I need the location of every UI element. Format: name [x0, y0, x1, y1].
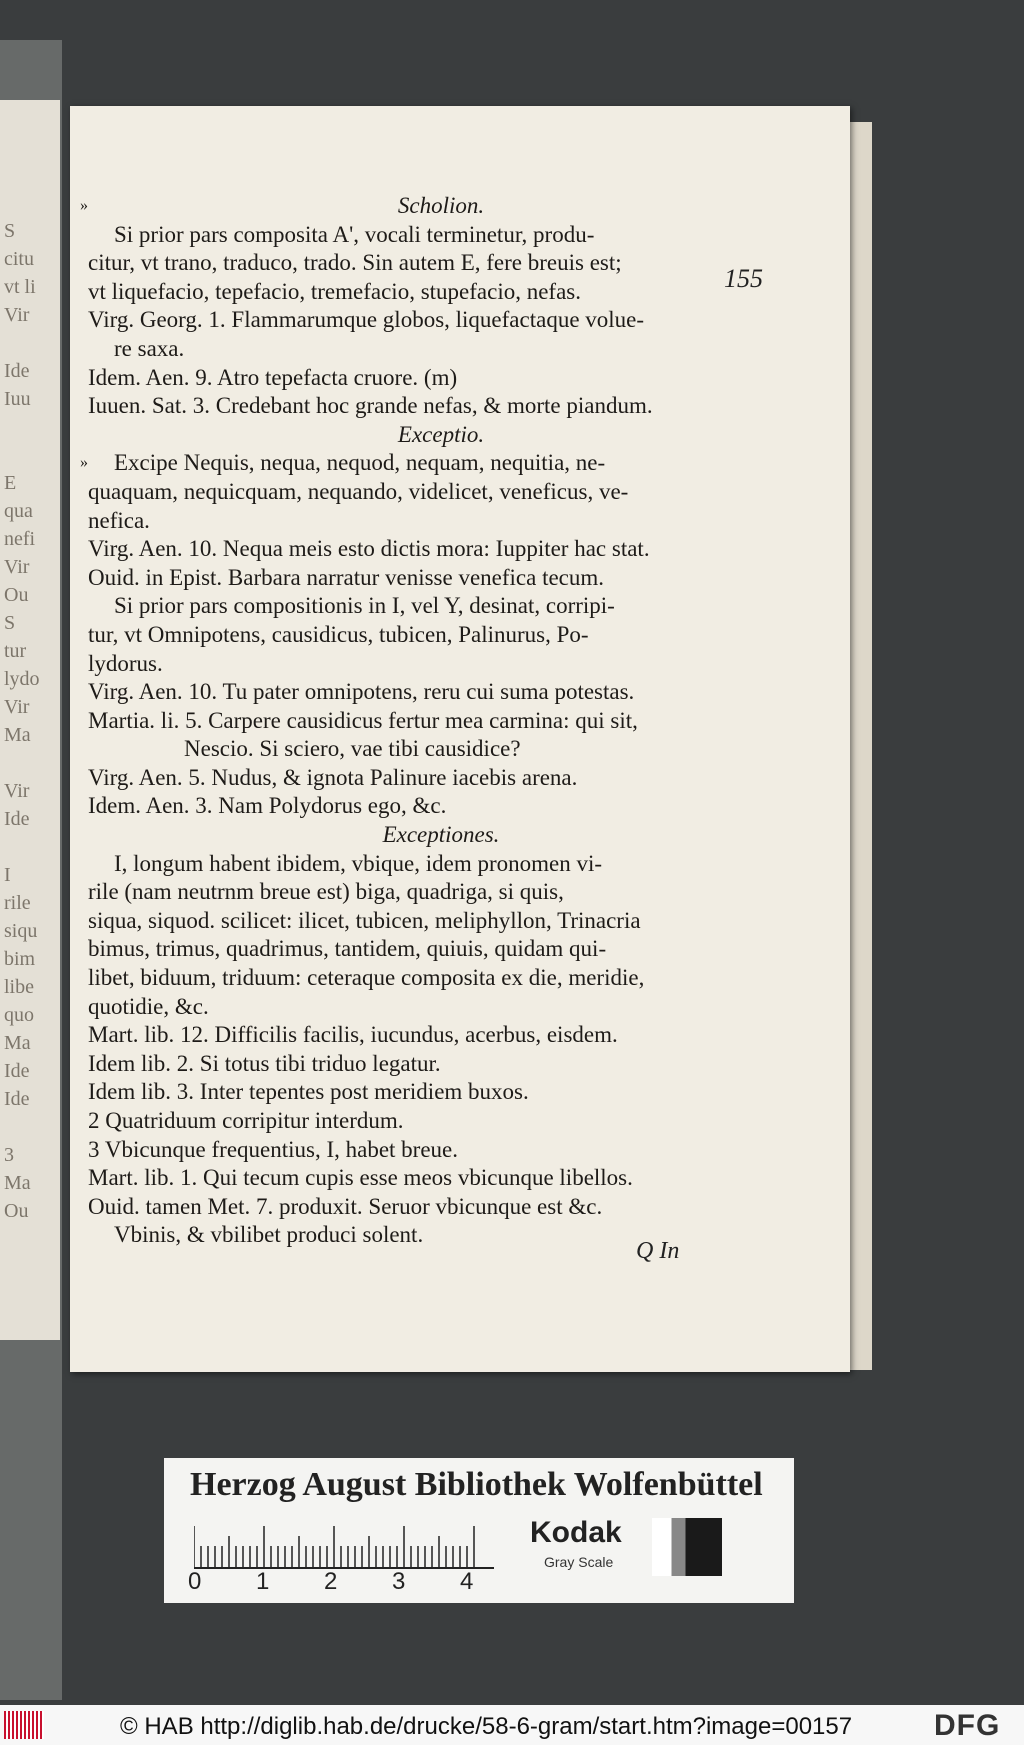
book-page — [70, 106, 850, 1372]
ruler-ticks — [194, 1520, 494, 1572]
ruler-number: 3 — [392, 1568, 406, 1595]
text-line: re saxa. — [114, 335, 185, 361]
text-line: Exceptio. — [397, 421, 485, 447]
text-line: libet, biduum, triduum: ceteraque composita ex die, meridie, — [88, 965, 645, 991]
text-line: Si prior pars composita A', vocali terminetur, produ- — [114, 221, 595, 247]
text-line: bimus, trimus, quadrimus, tantidem, quiuis, quidam qui- — [88, 936, 607, 962]
hab-logo-icon — [4, 1711, 44, 1739]
text-line: quaquam, nequicquam, nequando, videlicet, veneficus, ve- — [88, 478, 629, 504]
page-edge — [850, 122, 872, 1370]
page-text — [80, 192, 794, 1250]
ruler-number: 2 — [324, 1568, 338, 1595]
text-line: Excipe Nequis, nequa, nequod, nequam, nequitia, ne- — [114, 450, 606, 476]
library-name: Herzog August Bibliothek Wolfenbüttel — [190, 1466, 763, 1503]
text-line: siqua, siquod. scilicet: ilicet, tubicen, meliphyllon, Trinacria — [88, 907, 641, 933]
text-line: I, longum habent ibidem, vbique, idem pronomen vi- — [114, 850, 603, 876]
text-line: Idem. Aen. 9. Atro tepefacta cruore. (m) — [88, 364, 458, 390]
text-line: Ouid. in Epist. Barbara narratur venisse venefica tecum. — [88, 564, 605, 590]
text-line: Virg. Georg. 1. Flammarumque globos, liquefactaque volue- — [88, 307, 645, 333]
text-line: Virg. Aen. 5. Nudus, & ignota Palinure iacebis arena. — [88, 764, 578, 790]
text-line: Nescio. Si sciero, vae tibi causidice? — [184, 736, 521, 762]
text-line: Idem lib. 3. Inter tepentes post meridiem buxos. — [88, 1079, 529, 1105]
ruler-numbers — [188, 1568, 508, 1598]
text-line: Martia. li. 5. Carpere causidicus fertur mea carmina: qui sit, — [88, 707, 638, 733]
text-line: vt liquefacio, tepefacio, tremefacio, stupefacio, nefas. — [88, 278, 581, 304]
ruler-number: 1 — [256, 1568, 270, 1595]
footer-credit: © HAB http://diglib.hab.de/drucke/58-6-gram/start.htm?image=00157 — [120, 1713, 853, 1740]
catchword: Q In — [636, 1238, 680, 1264]
dfg-logo: DFG — [934, 1709, 1001, 1742]
text-line: Mart. lib. 1. Qui tecum cupis esse meos vbicunque libellos. — [88, 1165, 633, 1191]
text-line: Virg. Aen. 10. Nequa meis esto dictis mora: Iuppiter hac stat. — [88, 536, 650, 562]
text-line: Exceptiones. — [382, 822, 500, 848]
brand-name: Kodak — [530, 1516, 622, 1549]
text-line: Iuuen. Sat. 3. Credebant hoc grande nefas, & morte piandum. — [88, 393, 653, 419]
text-line: Scholion. — [397, 193, 485, 218]
text-line: Idem lib. 2. Si totus tibi triduo legatur. — [88, 1050, 441, 1076]
facing-page-fragment: S citu vt li Vir Ide Iuu E qua nefi Vir Ou S tur lydo Vir Ma Vir Ide I rile siqu bim libe quo Ma Ide Ide 3 Ma Ou — [0, 100, 60, 1340]
text-line: rile (nam neutrnm breue est) biga, quadriga, si quis, — [88, 879, 564, 905]
color-scale-label — [164, 1458, 794, 1603]
text-line: citur, vt trano, traduco, trado. Sin autem E, fere breuis est; — [88, 250, 622, 276]
footer-bar — [0, 1705, 1024, 1745]
text-line: tur, vt Omnipotens, causidicus, tubicen, Palinurus, Po- — [88, 621, 589, 647]
text-line: lydorus. — [88, 650, 163, 676]
text-line: 3 Vbicunque frequentius, I, habet breue. — [88, 1136, 459, 1162]
margin-mark: » — [80, 197, 88, 214]
gray-swatch — [652, 1518, 722, 1576]
brand-subtitle: Gray Scale — [544, 1554, 614, 1570]
text-line: quotidie, &c. — [88, 993, 209, 1019]
text-line: Idem. Aen. 3. Nam Polydorus ego, &c. — [88, 793, 447, 819]
text-line: nefica. — [88, 507, 150, 533]
ruler-number: 0 — [188, 1568, 202, 1595]
ruler-number: 4 — [460, 1568, 474, 1595]
page-number: 155 — [724, 264, 763, 293]
text-line: Mart. lib. 12. Difficilis facilis, iucundus, acerbus, eisdem. — [88, 1022, 618, 1048]
text-line: Si prior pars compositionis in I, vel Y, desinat, corripi- — [114, 593, 615, 619]
text-line: 2 Quatriduum corripitur interdum. — [88, 1108, 404, 1133]
margin-mark: » — [80, 454, 88, 472]
text-line: Vbinis, & vbilibet produci solent. — [114, 1222, 424, 1248]
text-line: Ouid. tamen Met. 7. produxit. Seruor vbicunque est &c. — [88, 1193, 603, 1219]
text-line: Virg. Aen. 10. Tu pater omnipotens, reru cui suma potestas. — [88, 679, 635, 705]
